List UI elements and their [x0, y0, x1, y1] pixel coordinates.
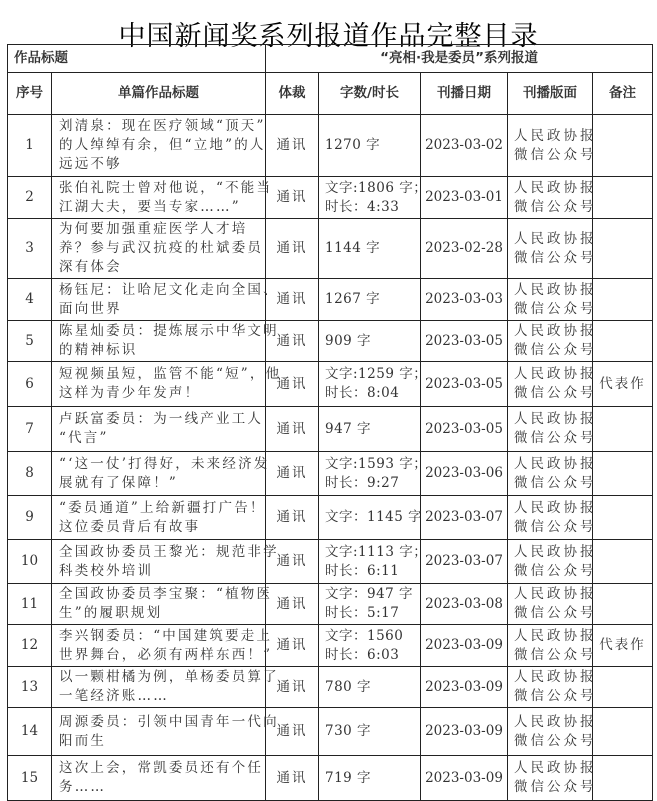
article-title-cell	[52, 540, 279, 584]
table-row	[8, 756, 653, 801]
length-cell	[319, 452, 428, 496]
length-cell	[319, 540, 428, 584]
length-cell	[319, 708, 421, 756]
cell-line: 微信公众号	[514, 732, 597, 749]
cell-line: 务……	[59, 779, 107, 795]
genre-cell: 通讯	[266, 667, 319, 708]
row-number-cell: 11	[8, 584, 52, 625]
cell-line: 微信公众号	[514, 385, 597, 401]
row-number-cell: 13	[8, 667, 52, 708]
article-title-cell	[52, 321, 279, 362]
column-header-row	[8, 73, 653, 115]
publish-date-cell: 2023-03-07	[421, 540, 508, 584]
publish-date-cell: 2023-03-09	[421, 708, 508, 756]
publish-date-cell: 2023-03-01	[421, 177, 508, 219]
publication-cell	[508, 177, 597, 219]
cell-line: 人民政协报	[514, 281, 597, 298]
length-cell	[319, 115, 421, 177]
cell-line: 文字:1806 字；	[325, 179, 428, 196]
note-cell	[593, 452, 653, 496]
cell-line: “代言”	[59, 430, 109, 446]
publish-date-cell: 2023-03-06	[421, 452, 508, 496]
genre-cell: 通讯	[266, 625, 319, 667]
cell-line: 卢跃富委员：为一线产业工人	[59, 411, 264, 427]
note-cell	[593, 279, 653, 321]
cell-line: 深有体会	[59, 259, 122, 275]
publication-cell	[508, 496, 597, 540]
cell-line: 文字：947 字	[325, 586, 414, 602]
cell-line: 人民政协报	[514, 366, 597, 382]
cell-line: 人民政协报	[514, 179, 597, 196]
cell-line: 科类校外培训	[59, 562, 154, 579]
cell-line: 微信公众号	[514, 688, 597, 704]
cell-line: 全国政协委员王黎光：规范非学	[59, 543, 279, 560]
page-title: 中国新闻奖系列报道作品完整目录	[118, 21, 539, 53]
article-title-cell	[52, 667, 279, 708]
col-header-no: 序号	[8, 73, 52, 115]
genre-cell: 通讯	[266, 219, 319, 279]
table-row	[8, 540, 653, 584]
col-header-genre: 体裁	[266, 73, 319, 115]
article-title-cell	[52, 452, 270, 496]
cell-line: 947 字	[325, 420, 372, 437]
cell-line: 的人绰绰有余，但“立地”的人	[59, 137, 266, 153]
cell-line: 微信公众号	[514, 342, 597, 358]
series-row	[8, 45, 653, 73]
note-cell	[593, 756, 653, 801]
row-number-cell: 3	[8, 219, 52, 279]
article-title-cell	[52, 625, 273, 667]
article-title-cell	[52, 279, 279, 321]
row-number-cell: 2	[8, 177, 52, 219]
publication-cell	[508, 279, 597, 321]
table-row	[8, 219, 653, 279]
article-title-cell	[52, 219, 266, 279]
table-row	[8, 708, 653, 756]
publish-date-cell: 2023-03-07	[421, 496, 508, 540]
cell-line: 刘清泉：现在医疗领域“顶天”	[59, 118, 266, 134]
article-title-cell	[52, 407, 266, 452]
cell-line: 微信公众号	[514, 249, 597, 266]
cell-line: “委员通道”上给新疆打广告！	[59, 499, 266, 516]
col-header-date: 刊播日期	[421, 73, 508, 115]
cell-line: 文字:1113 字；	[325, 543, 428, 560]
row-number-cell: 1	[8, 115, 52, 177]
cell-line: 文字:1593 字；	[325, 455, 428, 472]
cell-line: 微信公众号	[514, 562, 597, 579]
note-cell	[593, 115, 653, 177]
cell-line: 人民政协报	[514, 586, 597, 602]
table-row	[8, 452, 653, 496]
publish-date-cell: 2023-03-09	[421, 667, 508, 708]
genre-cell: 通讯	[266, 452, 319, 496]
publish-date-cell: 2023-03-03	[421, 279, 508, 321]
cell-line: 人民政协报	[514, 230, 597, 247]
length-cell	[319, 496, 421, 540]
row-number-cell: 12	[8, 625, 52, 667]
col-header-title: 单篇作品标题	[52, 73, 266, 115]
table-row	[8, 362, 653, 407]
length-cell	[319, 219, 421, 279]
cell-line: 李兴钢委员：“中国建筑要走上	[59, 627, 273, 644]
publication-cell	[508, 540, 597, 584]
cell-line: 文字：1560	[325, 627, 404, 644]
genre-cell: 通讯	[266, 496, 319, 540]
cell-line: 的精神标识	[59, 342, 138, 358]
article-title-cell	[52, 708, 279, 756]
table-row	[8, 279, 653, 321]
cell-line: 面向世界	[59, 300, 122, 317]
article-title-cell	[52, 115, 266, 177]
publication-cell	[508, 321, 597, 362]
cell-line: 以一颗柑橘为例，单杨委员算了	[59, 669, 279, 685]
cell-line: 这次上会，常凯委员还有个任	[59, 760, 264, 776]
note-cell	[593, 667, 653, 708]
cell-line: 微信公众号	[514, 430, 597, 446]
publication-cell	[508, 407, 597, 452]
cell-line: 1267 字	[325, 291, 381, 307]
length-cell	[319, 625, 421, 667]
cell-line: 微信公众号	[514, 779, 597, 795]
cell-line: 微信公众号	[514, 518, 597, 535]
article-title-cell	[52, 584, 273, 625]
cell-line: 人民政协报	[514, 499, 597, 516]
note-cell	[593, 177, 653, 219]
length-cell	[319, 177, 428, 219]
genre-cell: 通讯	[266, 407, 319, 452]
note-cell: 代表作	[593, 625, 653, 667]
publication-cell	[508, 452, 597, 496]
cell-line: 这样为青少年发声！	[59, 385, 201, 401]
publish-date-cell: 2023-03-02	[421, 115, 508, 177]
row-number-cell: 15	[8, 756, 52, 801]
length-cell	[319, 321, 421, 362]
cell-line: 时长：9:27	[325, 474, 400, 491]
cell-line: 杨钰尼：让哈尼文化走向全国、	[59, 281, 279, 298]
row-number-cell: 6	[8, 362, 52, 407]
cell-line: 780 字	[325, 678, 372, 695]
cell-line: 展就有了保障！”	[59, 474, 179, 491]
genre-cell: 通讯	[266, 321, 319, 362]
cell-line: 微信公众号	[514, 474, 597, 491]
cell-line: 微信公众号	[514, 646, 597, 663]
genre-cell: 通讯	[266, 177, 319, 219]
length-cell	[319, 407, 421, 452]
cell-line: 这位委员背后有故事	[59, 518, 201, 535]
publication-cell	[508, 362, 597, 407]
length-cell	[319, 667, 421, 708]
row-number-cell: 7	[8, 407, 52, 452]
table-row	[8, 496, 653, 540]
cell-line: 人民政协报	[514, 627, 597, 644]
col-header-publication: 刊播版面	[508, 73, 593, 115]
length-cell	[319, 584, 421, 625]
cell-line: 阳而生	[59, 732, 107, 749]
publish-date-cell: 2023-03-05	[421, 362, 508, 407]
note-cell: 代表作	[593, 362, 653, 407]
note-cell	[593, 540, 653, 584]
article-title-cell	[52, 496, 266, 540]
catalog-table	[7, 44, 653, 801]
publication-cell	[508, 625, 597, 667]
note-cell	[593, 321, 653, 362]
genre-cell: 通讯	[266, 584, 319, 625]
cell-line: 时长：8:04	[325, 385, 400, 401]
note-cell	[593, 407, 653, 452]
publish-date-cell: 2023-03-09	[421, 756, 508, 801]
cell-line: 人民政协报	[514, 669, 597, 685]
length-cell	[319, 362, 428, 407]
publication-cell	[508, 708, 597, 756]
table-row	[8, 625, 653, 667]
publish-date-cell: 2023-03-09	[421, 625, 508, 667]
publication-cell	[508, 115, 597, 177]
cell-line: 时长：6:03	[325, 646, 400, 663]
cell-line: 江湖大夫，要当专家……”	[59, 198, 241, 215]
row-number-cell: 5	[8, 321, 52, 362]
cell-line: 微信公众号	[514, 300, 597, 317]
col-header-note: 备注	[593, 73, 653, 115]
cell-line: 陈星灿委员：提炼展示中华文明	[59, 323, 279, 339]
note-cell	[593, 219, 653, 279]
cell-line: 人民政协报	[514, 455, 597, 472]
length-cell	[319, 279, 421, 321]
series-title: “亮相·我是委员”系列报道	[266, 45, 653, 73]
cell-line: 微信公众号	[514, 146, 597, 163]
row-number-cell: 4	[8, 279, 52, 321]
cell-line: 文字:1259 字；	[325, 366, 428, 382]
article-title-cell	[52, 177, 273, 219]
row-number-cell: 8	[8, 452, 52, 496]
cell-line: 719 字	[325, 769, 372, 786]
row-number-cell: 9	[8, 496, 52, 540]
cell-line: 人民政协报	[514, 127, 597, 144]
genre-cell: 通讯	[266, 708, 319, 756]
publish-date-cell: 2023-02-28	[421, 219, 508, 279]
table-row	[8, 584, 653, 625]
table-row	[8, 667, 653, 708]
cell-line: 张伯礼院士曾对他说，“不能当	[59, 179, 273, 196]
publish-date-cell: 2023-03-08	[421, 584, 508, 625]
row-number-cell: 14	[8, 708, 52, 756]
note-cell	[593, 708, 653, 756]
publish-date-cell: 2023-03-05	[421, 321, 508, 362]
publication-cell	[508, 219, 597, 279]
cell-line: 微信公众号	[514, 605, 597, 621]
publication-cell	[508, 667, 597, 708]
cell-line: 人民政协报	[514, 713, 597, 730]
row-number-cell: 10	[8, 540, 52, 584]
cell-line: 人民政协报	[514, 323, 597, 339]
cell-line: 养？参与武汉抗疫的杜斌委员	[59, 240, 264, 256]
article-title-cell	[52, 362, 282, 407]
cell-line: 一笔经济账……	[59, 688, 169, 704]
cell-line: 文字：1145 字	[325, 509, 423, 525]
cell-line: 730 字	[325, 723, 372, 739]
cell-line: 微信公众号	[514, 198, 597, 215]
cell-line: 人民政协报	[514, 411, 597, 427]
cell-line: 人民政协报	[514, 543, 597, 560]
cell-line: 1144 字	[325, 240, 381, 256]
cell-line: 1270 字	[325, 137, 381, 153]
table-row	[8, 407, 653, 452]
cell-line: 远远不够	[59, 156, 122, 172]
publish-date-cell: 2023-03-05	[421, 407, 508, 452]
publication-cell	[508, 584, 597, 625]
cell-line: 909 字	[325, 332, 372, 349]
cell-line: 时长：4:33	[325, 198, 400, 215]
note-cell	[593, 584, 653, 625]
table-row	[8, 321, 653, 362]
cell-line: 为何要加强重症医学人才培	[59, 221, 248, 237]
cell-line: 短视频虽短，监管不能“短”，他	[59, 366, 282, 382]
cell-line: 生”的履职规划	[59, 605, 163, 621]
cell-line: 世界舞台，必须有两样东西！”	[59, 646, 273, 663]
cell-line: 周源委员：引领中国青年一代向	[59, 713, 279, 730]
genre-cell: 通讯	[266, 362, 319, 407]
genre-cell: 通讯	[266, 540, 319, 584]
table-row	[8, 177, 653, 219]
series-label: 作品标题	[8, 45, 266, 73]
cell-line: 全国政协委员李宝聚：“植物医	[59, 586, 273, 602]
table-row	[8, 115, 653, 177]
cell-line: 时长：5:17	[325, 605, 400, 621]
genre-cell: 通讯	[266, 756, 319, 801]
genre-cell: 通讯	[266, 279, 319, 321]
genre-cell: 通讯	[266, 115, 319, 177]
col-header-length: 字数/时长	[319, 73, 421, 115]
note-cell	[593, 496, 653, 540]
cell-line: “‘这一仗’打得好，未来经济发	[59, 455, 270, 472]
publication-cell	[508, 756, 597, 801]
article-title-cell	[52, 756, 266, 801]
cell-line: 时长：6:11	[325, 562, 400, 579]
cell-line: 人民政协报	[514, 760, 597, 776]
length-cell	[319, 756, 421, 801]
